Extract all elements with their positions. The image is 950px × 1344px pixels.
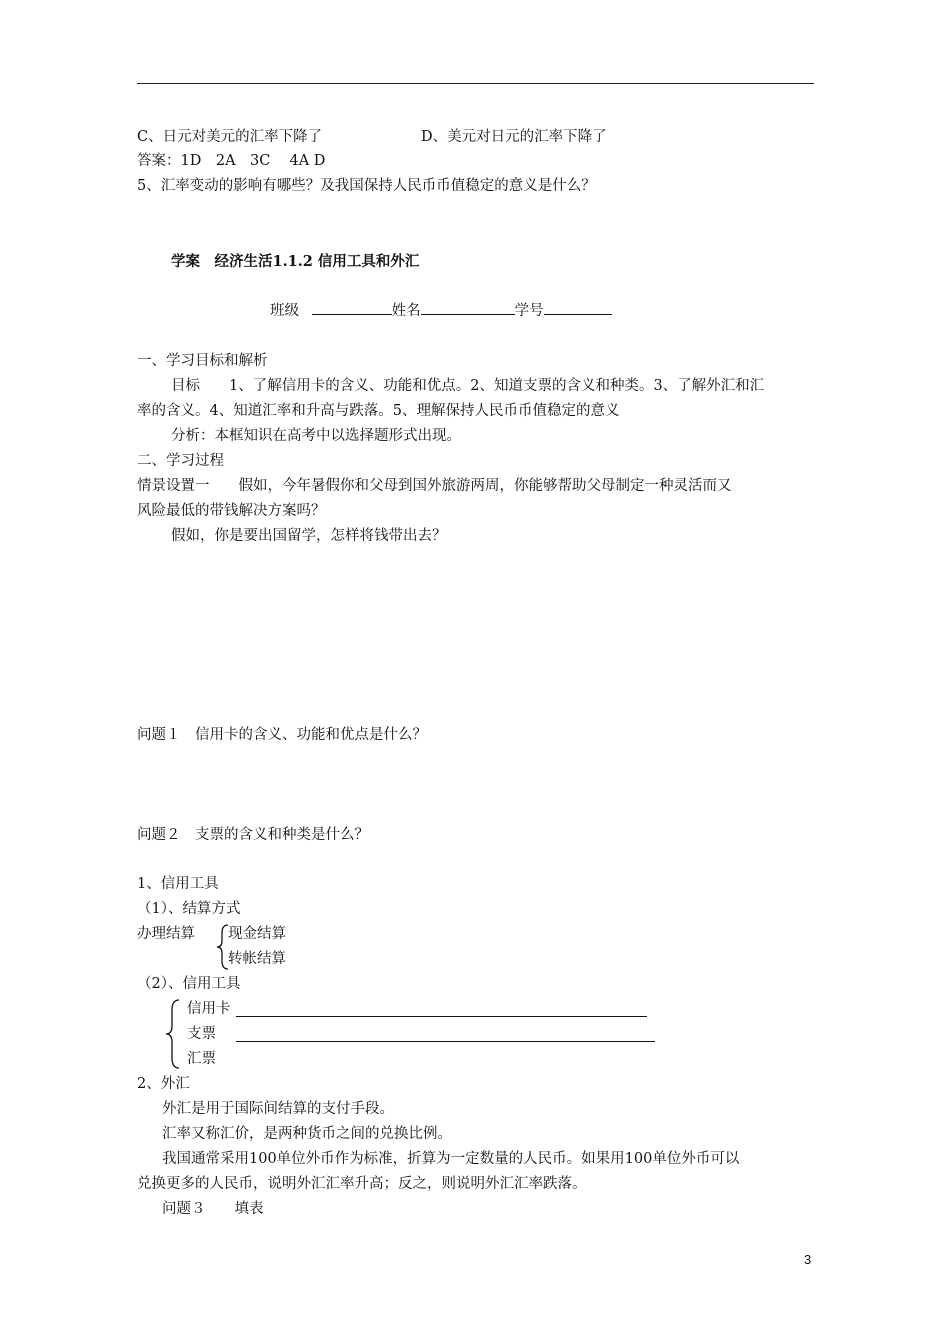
id-label: 学号 (514, 303, 544, 319)
tool-check: 支票 (187, 1026, 216, 1042)
question-3: 问题３ 填表 (162, 1201, 264, 1217)
name-label: 姓名 (391, 303, 421, 319)
tools-brace (164, 998, 182, 1070)
question-2: 问题２ 支票的含义和种类是什么？ (137, 827, 369, 843)
forex-heading: 2、外汇 (137, 1076, 190, 1092)
scene-line-3: 假如，你是要出国留学，怎样将钱带出去？ (171, 528, 447, 544)
id-blank[interactable] (544, 300, 612, 315)
student-info (270, 300, 612, 321)
credit-card-blank[interactable] (236, 1016, 647, 1017)
settle-label: 办理结算 (137, 926, 195, 942)
question-1: 问题１ 信用卡的含义、功能和优点是什么？ (137, 727, 427, 743)
class-label: 班级 (270, 303, 299, 319)
question-5: 5、汇率变动的影响有哪些？及我国保持人民币币值稳定的意义是什么？ (137, 178, 596, 194)
forex-paragraph-3b: 兑换更多的人民币，说明外汇汇率升高；反之，则说明外汇汇率跌落。 (137, 1176, 587, 1192)
goal-line-1: 目标 1、了解信用卡的含义、功能和优点。2、知道支票的含义和种类。3、了解外汇和汇 (171, 378, 765, 394)
tool-draft: 汇票 (187, 1051, 216, 1067)
page-number: 3 (804, 1252, 812, 1267)
section2-heading: 二、学习过程 (137, 453, 224, 469)
class-blank[interactable] (312, 300, 392, 315)
name-blank[interactable] (421, 300, 515, 315)
check-blank[interactable] (236, 1041, 655, 1042)
settle-subheading: （1）、结算方式 (137, 901, 241, 917)
credit-heading: 1、信用工具 (137, 876, 219, 892)
tools-subheading: （2）、信用工具 (137, 976, 241, 992)
forex-paragraph-2: 汇率又称汇价，是两种货币之间的兑换比例。 (162, 1126, 452, 1142)
settle-item-cash: 现金结算 (228, 926, 286, 942)
option-c: C、日元对美元的汇率下降了 (137, 129, 323, 145)
forex-paragraph-1: 外汇是用于国际间结算的支付手段。 (162, 1101, 394, 1117)
scene-line-1: 情景设置一 假如，今年暑假你和父母到国外旅游两周，你能够帮助父母制定一种灵活而又 (137, 478, 732, 494)
goal-line-2: 率的含义。4、知道汇率和升高与跌落。5、理解保持人民币币值稳定的意义 (137, 403, 620, 419)
scene-line-2: 风险最低的带钱解决方案吗？ (137, 503, 326, 519)
settle-item-transfer: 转帐结算 (228, 951, 286, 967)
forex-paragraph-3a: 我国通常采用100单位外币作为标准，折算为一定数量的人民币。如果用100单位外币可以 (162, 1151, 740, 1167)
header-rule (137, 83, 814, 84)
section1-heading: 一、学习目标和解析 (137, 353, 268, 369)
page-title: 学案 经济生活1.1.2 信用工具和外汇 (171, 253, 420, 270)
analysis-line: 分析：本框知识在高考中以选择题形式出现。 (171, 428, 461, 444)
tool-credit-card: 信用卡 (187, 1001, 231, 1017)
answer-line: 答案：1D 2A 3C 4A D (137, 153, 326, 169)
option-d: D、美元对日元的汇率下降了 (421, 129, 607, 145)
